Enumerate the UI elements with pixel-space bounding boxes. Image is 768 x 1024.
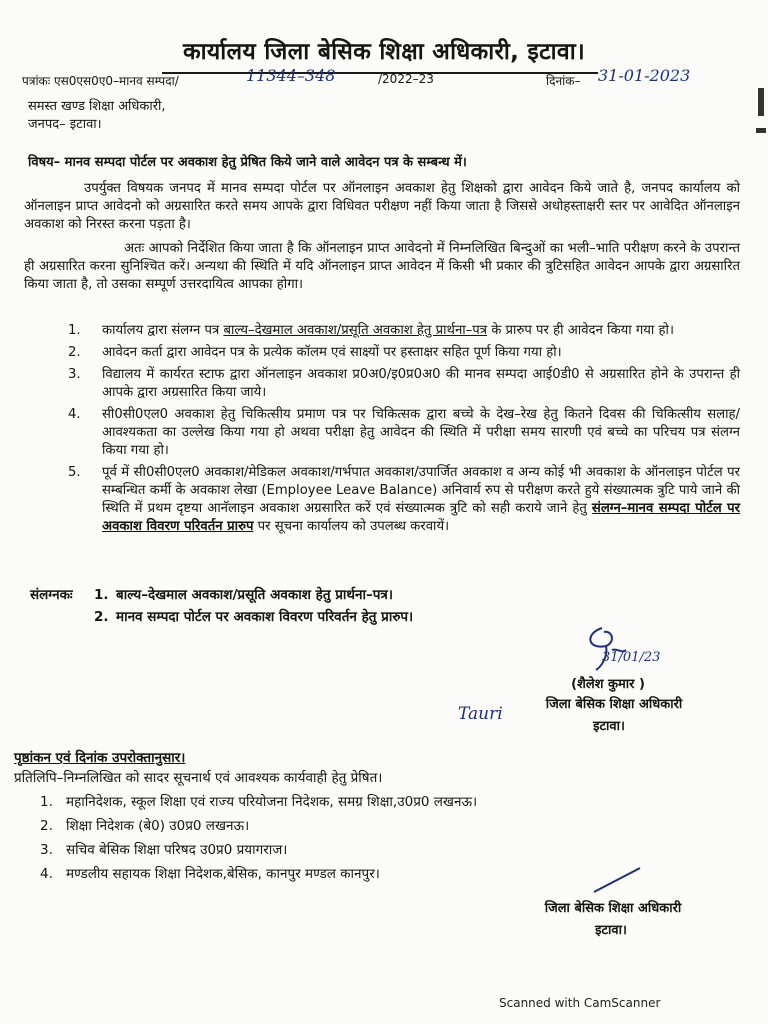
item-text: विद्यालय में कार्यरत स्टाफ द्वारा ऑनलाइन अवकाश प्र0अ0/इ0प्र0अ0 की मानव सम्पदा आई0डी0 से अग्रसारित होने के उपरान्त ही आपके द्वारा अग्रसारित किया जाये। bbox=[102, 367, 740, 400]
letter-year: /2022–23 bbox=[378, 72, 434, 86]
item-number: 1. bbox=[68, 323, 81, 338]
item-text: आवेदन कर्ता द्वारा आवेदन पत्र के प्रत्येक कॉलम एवं साक्ष्यों पर हस्ताक्षर सहित पूर्ण किया गया हो। bbox=[102, 345, 562, 360]
date-label: दिनांक– bbox=[546, 74, 581, 88]
instruction-item bbox=[68, 344, 740, 362]
enclosure-number: 2. bbox=[94, 609, 109, 625]
addressee-line-1: समस्त खण्ड शिक्षा अधिकारी, bbox=[28, 99, 166, 114]
endorsement-place: इटावा। bbox=[595, 923, 627, 938]
date-handwritten: 31-01-2023 bbox=[598, 66, 691, 85]
item-number: 4. bbox=[68, 407, 81, 422]
letter-number-handwritten: 11344–348 bbox=[246, 66, 336, 85]
body-paragraph-1: उपर्युक्त विषयक जनपद में मानव सम्पदा पोर्टल पर ऑनलाइन अवकाश हेतु शिक्षको द्वारा आवेदन किये जाते है, जनपद कार्यालय को ऑनलाइन प्राप्त आवेदनो को अग्रसारित करते समय आपके द्वारा विधिवत परीक्षण नहीं किया जाता है जिससे अधोहस्ताक्षरी स्तर पर आवेदित ऑनलाइन अवकाश को निरस्त करना पड़ता है। bbox=[24, 181, 740, 232]
copy-item-number: 3. bbox=[40, 842, 53, 858]
copy-item bbox=[40, 814, 477, 838]
copy-item-text: सचिव बेसिक शिक्षा परिषद उ0प्र0 प्रयागराज। bbox=[66, 842, 288, 858]
copy-list bbox=[40, 790, 477, 886]
enclosures-label: संलग्नकः bbox=[30, 587, 73, 603]
item-text: पर सूचना कार्यालय को उपलब्ध करवायें। bbox=[253, 519, 450, 534]
signature-stroke bbox=[590, 864, 646, 896]
copy-item-text: शिक्षा निदेशक (बे0) उ0प्र0 लखनऊ। bbox=[66, 818, 250, 834]
copy-item bbox=[40, 838, 477, 862]
instruction-item bbox=[68, 366, 740, 402]
item-number: 2. bbox=[68, 345, 81, 360]
item-text: पूर्व में सी0सी0एल0 अवकाश/मेडिकल अवकाश/गर्भपात अवकाश/उपार्जित अवकाश व अन्य कोई भी अवकाश के ऑनलाइन पोर्टल पर सम्बन्धित कर्मी के अवकाश लेखा (Employee Leave Balance) अनिवार्य रुप से परीक्षण करते हुये संख्यात्मक त्रुटि पाये जाने की स्थिति में प्रथम दृष्टया आनॅलाइन अवकाश अग्रसारित करें एवं संख्यात्मक त्रुटि को सही कराये जाने हेतु bbox=[102, 465, 740, 516]
enclosure-text: मानव सम्पदा पोर्टल पर अवकाश विवरण परिवर्तन हेतु प्रारुप। bbox=[116, 609, 414, 625]
item-number: 5. bbox=[68, 465, 81, 480]
instruction-item bbox=[68, 406, 740, 460]
addressee-line-2: जनपद– इटावा। bbox=[28, 117, 102, 132]
copy-item bbox=[40, 862, 477, 886]
body-paragraph-2: अतः आपको निर्देशित किया जाता है कि ऑनलाइन प्राप्त आवेदनो में निम्नलिखित बिन्दुओं का भली–भाति परीक्षण करने के उपरान्त ही अग्रसारित करना सुनिश्चित करें। अन्यथा की स्थिति में यदि ऑनलाइन प्राप्त आवेदन में किसी भी प्रकार की त्रुटिसहित आवेदन आपके द्वारा अग्रसारित किया जाता है, तो उसका सम्पूर्ण उत्तरदायित्व आपका होगा। bbox=[24, 241, 740, 292]
signatory-designation: जिला बेसिक शिक्षा अधिकारी bbox=[545, 697, 683, 712]
item-underlined-text: बाल्य–देखमाल अवकाश/प्रसूति अवकाश हेतु प्रार्थना–पत्र bbox=[223, 323, 488, 338]
instruction-item bbox=[68, 322, 740, 340]
item-text: कार्यालय द्वारा संलग्न पत्र bbox=[102, 323, 224, 338]
enclosure-number: 1. bbox=[94, 587, 109, 603]
copy-intro: प्रतिलिपि–निम्नलिखित को सादर सूचनार्थ एवं आवश्यक कार्यवाही हेतु प्रेषित। bbox=[14, 770, 383, 786]
enclosures bbox=[30, 584, 413, 628]
copy-item bbox=[40, 790, 477, 814]
signatory-name: (शैलेश कुमार ) bbox=[571, 677, 645, 692]
item-text: सी0सी0एल0 अवकाश हेतु चिकित्सीय प्रमाण पत्र पर चिकित्सक द्वारा बच्चे के देख–रेख हेतु कितने दिवस की चिकित्सीय सलाह/आवश्यकता का उल्लेख किया गया हो अथवा परीक्षा हेतु आवेदन की स्थिति में परीक्षा समय सारणी एवं बच्चे का परिचय पत्र संलग्न किया गया हो। bbox=[102, 407, 740, 458]
signature-scribble bbox=[582, 620, 652, 678]
copy-item-text: महानिदेशक, स्कूल शिक्षा एवं राज्य परियोजना निदेशक, समग्र शिक्षा,उ0प्र0 लखनऊ। bbox=[66, 794, 478, 810]
item-text: के प्रारुप पर ही आवेदन किया गया हो। bbox=[487, 323, 674, 338]
scan-edge-mark bbox=[758, 88, 764, 116]
initials-handwritten: Tauri bbox=[458, 704, 503, 724]
copy-item-number: 2. bbox=[40, 818, 53, 834]
enclosure-text: बाल्य–देखमाल अवकाश/प्रसूति अवकाश हेतु प्रार्थना–पत्र। bbox=[116, 587, 393, 603]
copy-item-number: 1. bbox=[40, 794, 53, 810]
signature-date-handwritten: 31/01/23 bbox=[602, 650, 661, 665]
endorsement-designation: जिला बेसिक शिक्षा अधिकारी bbox=[544, 901, 682, 916]
item-number: 3. bbox=[68, 367, 81, 382]
copy-item-text: मण्डलीय सहायक शिक्षा निदेशक,बेसिक, कानपुर मण्डल कानपुर। bbox=[66, 866, 380, 882]
scan-edge-mark bbox=[756, 128, 766, 133]
endorsement-title: पृष्ठांकन एवं दिनांक उपरोक्तानुसार। bbox=[14, 750, 186, 766]
signatory-place: इटावा। bbox=[593, 719, 625, 734]
scanner-watermark: Scanned with CamScanner bbox=[499, 996, 661, 1010]
instruction-item bbox=[68, 464, 740, 536]
subject-line: विषय– मानव सम्पदा पोर्टल पर अवकाश हेतु प्रेषित किये जाने वाले आवेदन पत्र के सम्बन्ध में। bbox=[28, 155, 467, 170]
office-title: कार्यालय जिला बेसिक शिक्षा अधिकारी, इटावा। bbox=[182, 39, 585, 65]
item-underlined-text: संलग्न–मानव सम्पदा पोर्टल पर अवकाश विवरण परिवर्तन प्रारुप bbox=[102, 501, 741, 534]
instruction-list bbox=[68, 322, 740, 540]
copy-item-number: 4. bbox=[40, 866, 53, 882]
letter-number-label: पत्रांकः एस0एस0ए0–मानव सम्पदा/ bbox=[22, 74, 179, 88]
